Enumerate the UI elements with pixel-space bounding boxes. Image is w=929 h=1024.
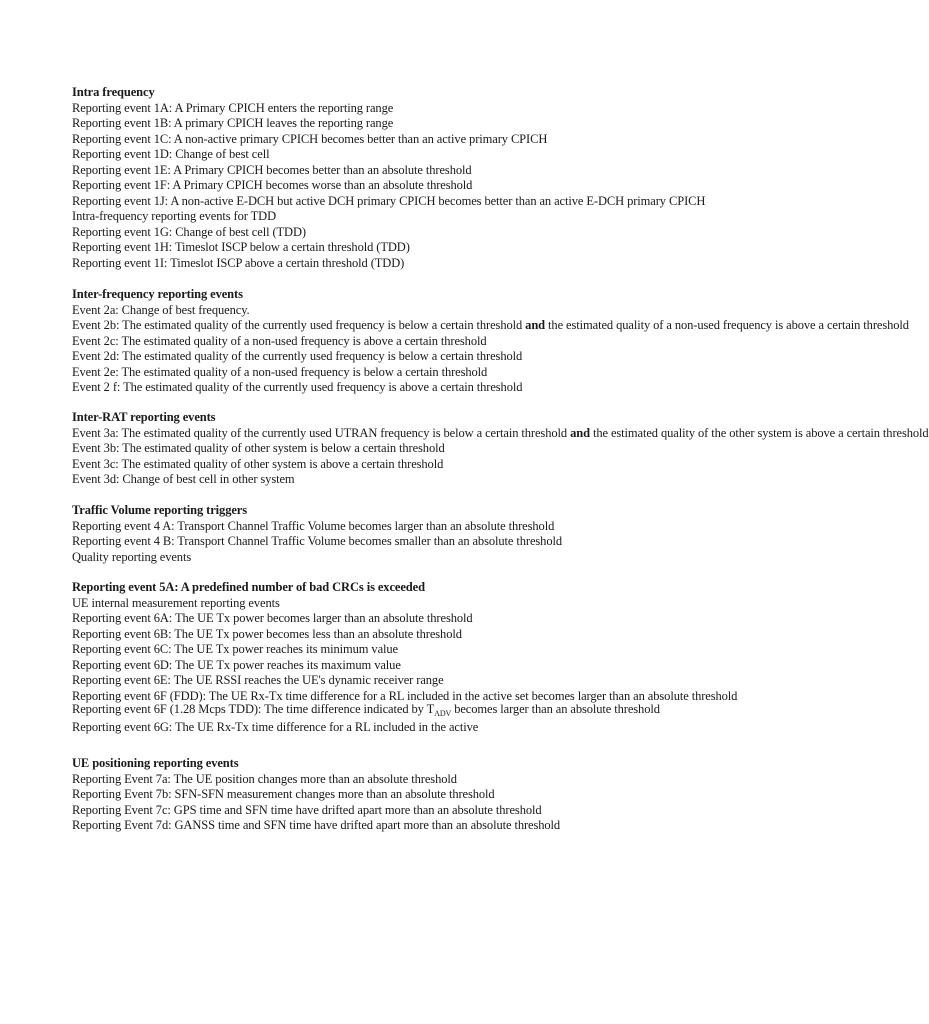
event-text: Event 2b: The estimated quality of the currently used frequency is below a certain threshold	[72, 318, 526, 332]
section-heading: Traffic Volume reporting triggers	[72, 503, 248, 517]
event-line-3a	[72, 425, 929, 442]
event-line: Event 3d: Change of best cell in other system	[72, 472, 295, 486]
event-line: Reporting event 1G: Change of best cell (TDD)	[72, 224, 306, 239]
event-line: Reporting event 1D: Change of best cell	[72, 147, 270, 161]
event-line: Reporting event 6C: The UE Tx power reaches its minimum value	[72, 642, 399, 656]
section-inter-rat	[72, 410, 929, 488]
event-line: Reporting event 1J: A non-active E-DCH but active DCH primary CPICH becomes better than an active E-DCH primary CPICH	[72, 193, 706, 208]
event-line: Reporting event 6G: The UE Rx-Tx time difference for a RL included in the active	[72, 719, 479, 734]
event-line: Reporting event 6D: The UE Tx power reaches its maximum value	[72, 657, 401, 672]
event-line: Reporting event 1E: A Primary CPICH becomes better than an absolute threshold	[72, 162, 472, 177]
section-heading: UE positioning reporting events	[72, 756, 239, 770]
section-heading: Inter-frequency reporting events	[72, 287, 243, 301]
event-line: Reporting event 6A: The UE Tx power becomes larger than an absolute threshold	[72, 611, 473, 625]
event-line: Reporting event 1I: Timeslot ISCP above a certain threshold (TDD)	[72, 255, 405, 270]
event-line: Reporting event 4 B: Transport Channel Traffic Volume becomes smaller than an absolute threshold	[72, 534, 562, 548]
event-line: Reporting event 1C: A non-active primary CPICH becomes better than an active primary CPICH	[72, 131, 548, 146]
event-line: Reporting event 1F: A Primary CPICH becomes worse than an absolute threshold	[72, 178, 473, 192]
event-line: Reporting event 1A: A Primary CPICH enters the reporting range	[72, 100, 394, 115]
section-heading: Inter-RAT reporting events	[72, 410, 216, 424]
event-line: Event 2 f: The estimated quality of the currently used frequency is above a certain threshold	[72, 380, 523, 394]
event-line: Event 2d: The estimated quality of the currently used frequency is below a certain threshold	[72, 349, 523, 363]
event-line: Event 3c: The estimated quality of other system is above a certain threshold	[72, 456, 444, 471]
event-text: becomes larger than an absolute threshold	[451, 702, 660, 716]
section-inter-frequency	[72, 287, 909, 396]
event-line: Reporting Event 7d: GANSS time and SFN time have drifted apart more than an absolute threshold	[72, 818, 561, 832]
event-line: Reporting event 1H: Timeslot ISCP below a certain threshold (TDD)	[72, 240, 410, 254]
section-heading: Reporting event 5A: A predefined number of bad CRCs is exceeded	[72, 580, 425, 594]
event-line-6f-tdd	[72, 702, 768, 718]
subheading-line: UE internal measurement reporting events	[72, 595, 280, 610]
subheading-line: Intra-frequency reporting events for TDD	[72, 209, 277, 223]
event-line: Reporting Event 7c: GPS time and SFN time have drifted apart more than an absolute threshold	[72, 802, 542, 817]
event-text: Reporting event 6F (1.28 Mcps TDD): The time difference indicated by T	[72, 702, 435, 716]
section-heading: Intra frequency	[72, 85, 155, 99]
event-line: Reporting event 6E: The UE RSSI reaches the UE's dynamic receiver range	[72, 673, 444, 687]
event-text: the estimated quality of the other system is above a certain threshold	[589, 425, 929, 440]
event-line: Reporting event 6F (FDD): The UE Rx-Tx time difference for a RL included in the active set becomes larger than an absolute threshold	[72, 688, 738, 703]
section-intra-frequency	[72, 85, 768, 271]
tadv-subscript: ADV	[434, 709, 452, 718]
subheading-line: Quality reporting events	[72, 549, 192, 564]
event-line: Reporting event 1B: A primary CPICH leaves the reporting range	[72, 116, 394, 130]
event-line: Event 2c: The estimated quality of a non-used frequency is above a certain threshold	[72, 333, 487, 348]
and-emphasis: and	[570, 425, 590, 440]
section-quality-ue-internal	[72, 580, 768, 736]
event-line: Event 2e: The estimated quality of a non-used frequency is below a certain threshold	[72, 364, 488, 379]
event-line: Reporting Event 7a: The UE position changes more than an absolute threshold	[72, 771, 457, 786]
event-line: Event 3b: The estimated quality of other system is below a certain threshold	[72, 441, 445, 455]
section-ue-positioning	[72, 756, 768, 834]
event-text: the estimated quality of a non-used frequency is above a certain threshold	[545, 318, 909, 332]
event-line: Event 2a: Change of best frequency.	[72, 302, 250, 317]
event-text: Event 3a: The estimated quality of the currently used UTRAN frequency is below a certain threshold	[72, 425, 571, 440]
event-line: Reporting event 4 A: Transport Channel Traffic Volume becomes larger than an absolute threshold	[72, 518, 555, 533]
event-line-2b	[72, 318, 909, 334]
and-emphasis: and	[525, 318, 546, 332]
event-line: Reporting event 6B: The UE Tx power becomes less than an absolute threshold	[72, 626, 462, 641]
section-traffic-volume	[72, 503, 768, 565]
event-line: Reporting Event 7b: SFN-SFN measurement changes more than an absolute threshold	[72, 787, 495, 801]
